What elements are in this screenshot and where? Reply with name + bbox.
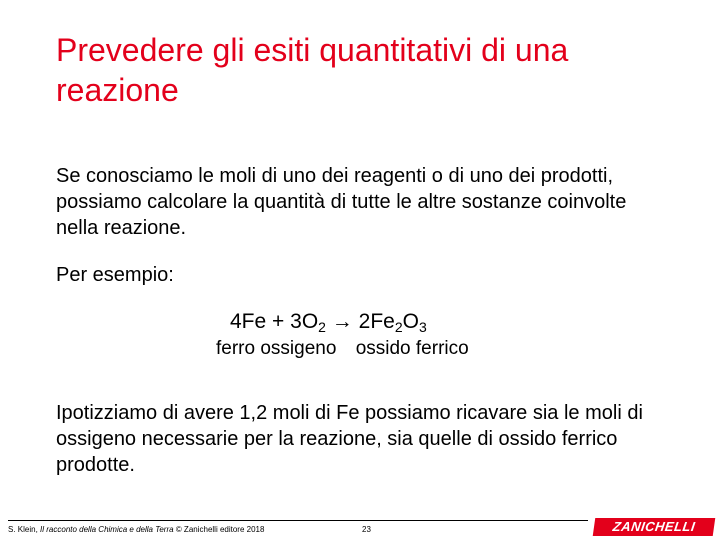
- intro-paragraph: Se conosciamo le moli di uno dei reagenti o di uno dei prodotti, possiamo calcolare la quantità di tutte le altre sostanze coinvolte nella reazione.: [56, 165, 627, 239]
- iron-reactant: 4Fe: [230, 310, 267, 333]
- reaction-arrow: →: [331, 310, 353, 333]
- example-intro: Per esempio:: [56, 264, 174, 286]
- zanichelli-logo: ZANICHELLI: [593, 518, 716, 536]
- footer-divider: [8, 520, 588, 521]
- chemical-equation: [230, 309, 427, 335]
- footer-credit: [8, 525, 264, 535]
- iron-oxide-product: $2Fe_2O_3$: [358, 310, 427, 335]
- hypothesis-paragraph: Ipotizziamo di avere 1,2 moli di Fe possiamo ricavare sia le moli di ossigeno necessarie per la reazione, sia quelle di ossido ferrico prodotte.: [56, 402, 643, 476]
- name-ferro: ferro: [216, 338, 256, 359]
- credit-publisher: © Zanichelli editore 2018: [175, 525, 265, 534]
- oxygen-reactant: $3O_2$: [290, 310, 326, 335]
- credit-book-title: Il racconto della Chimica e della Terra: [40, 525, 174, 534]
- page-number: 23: [362, 525, 371, 534]
- plus-sign: +: [272, 310, 285, 333]
- name-ossido-ferrico: ossido ferrico: [355, 338, 469, 359]
- slide-footer: [0, 516, 720, 540]
- slide-title: Prevedere gli esiti quantitativi di una reazione: [56, 32, 569, 108]
- credit-author: S. Klein,: [8, 525, 38, 534]
- name-ossigeno: ossigeno: [260, 338, 337, 359]
- substance-names: [216, 337, 469, 361]
